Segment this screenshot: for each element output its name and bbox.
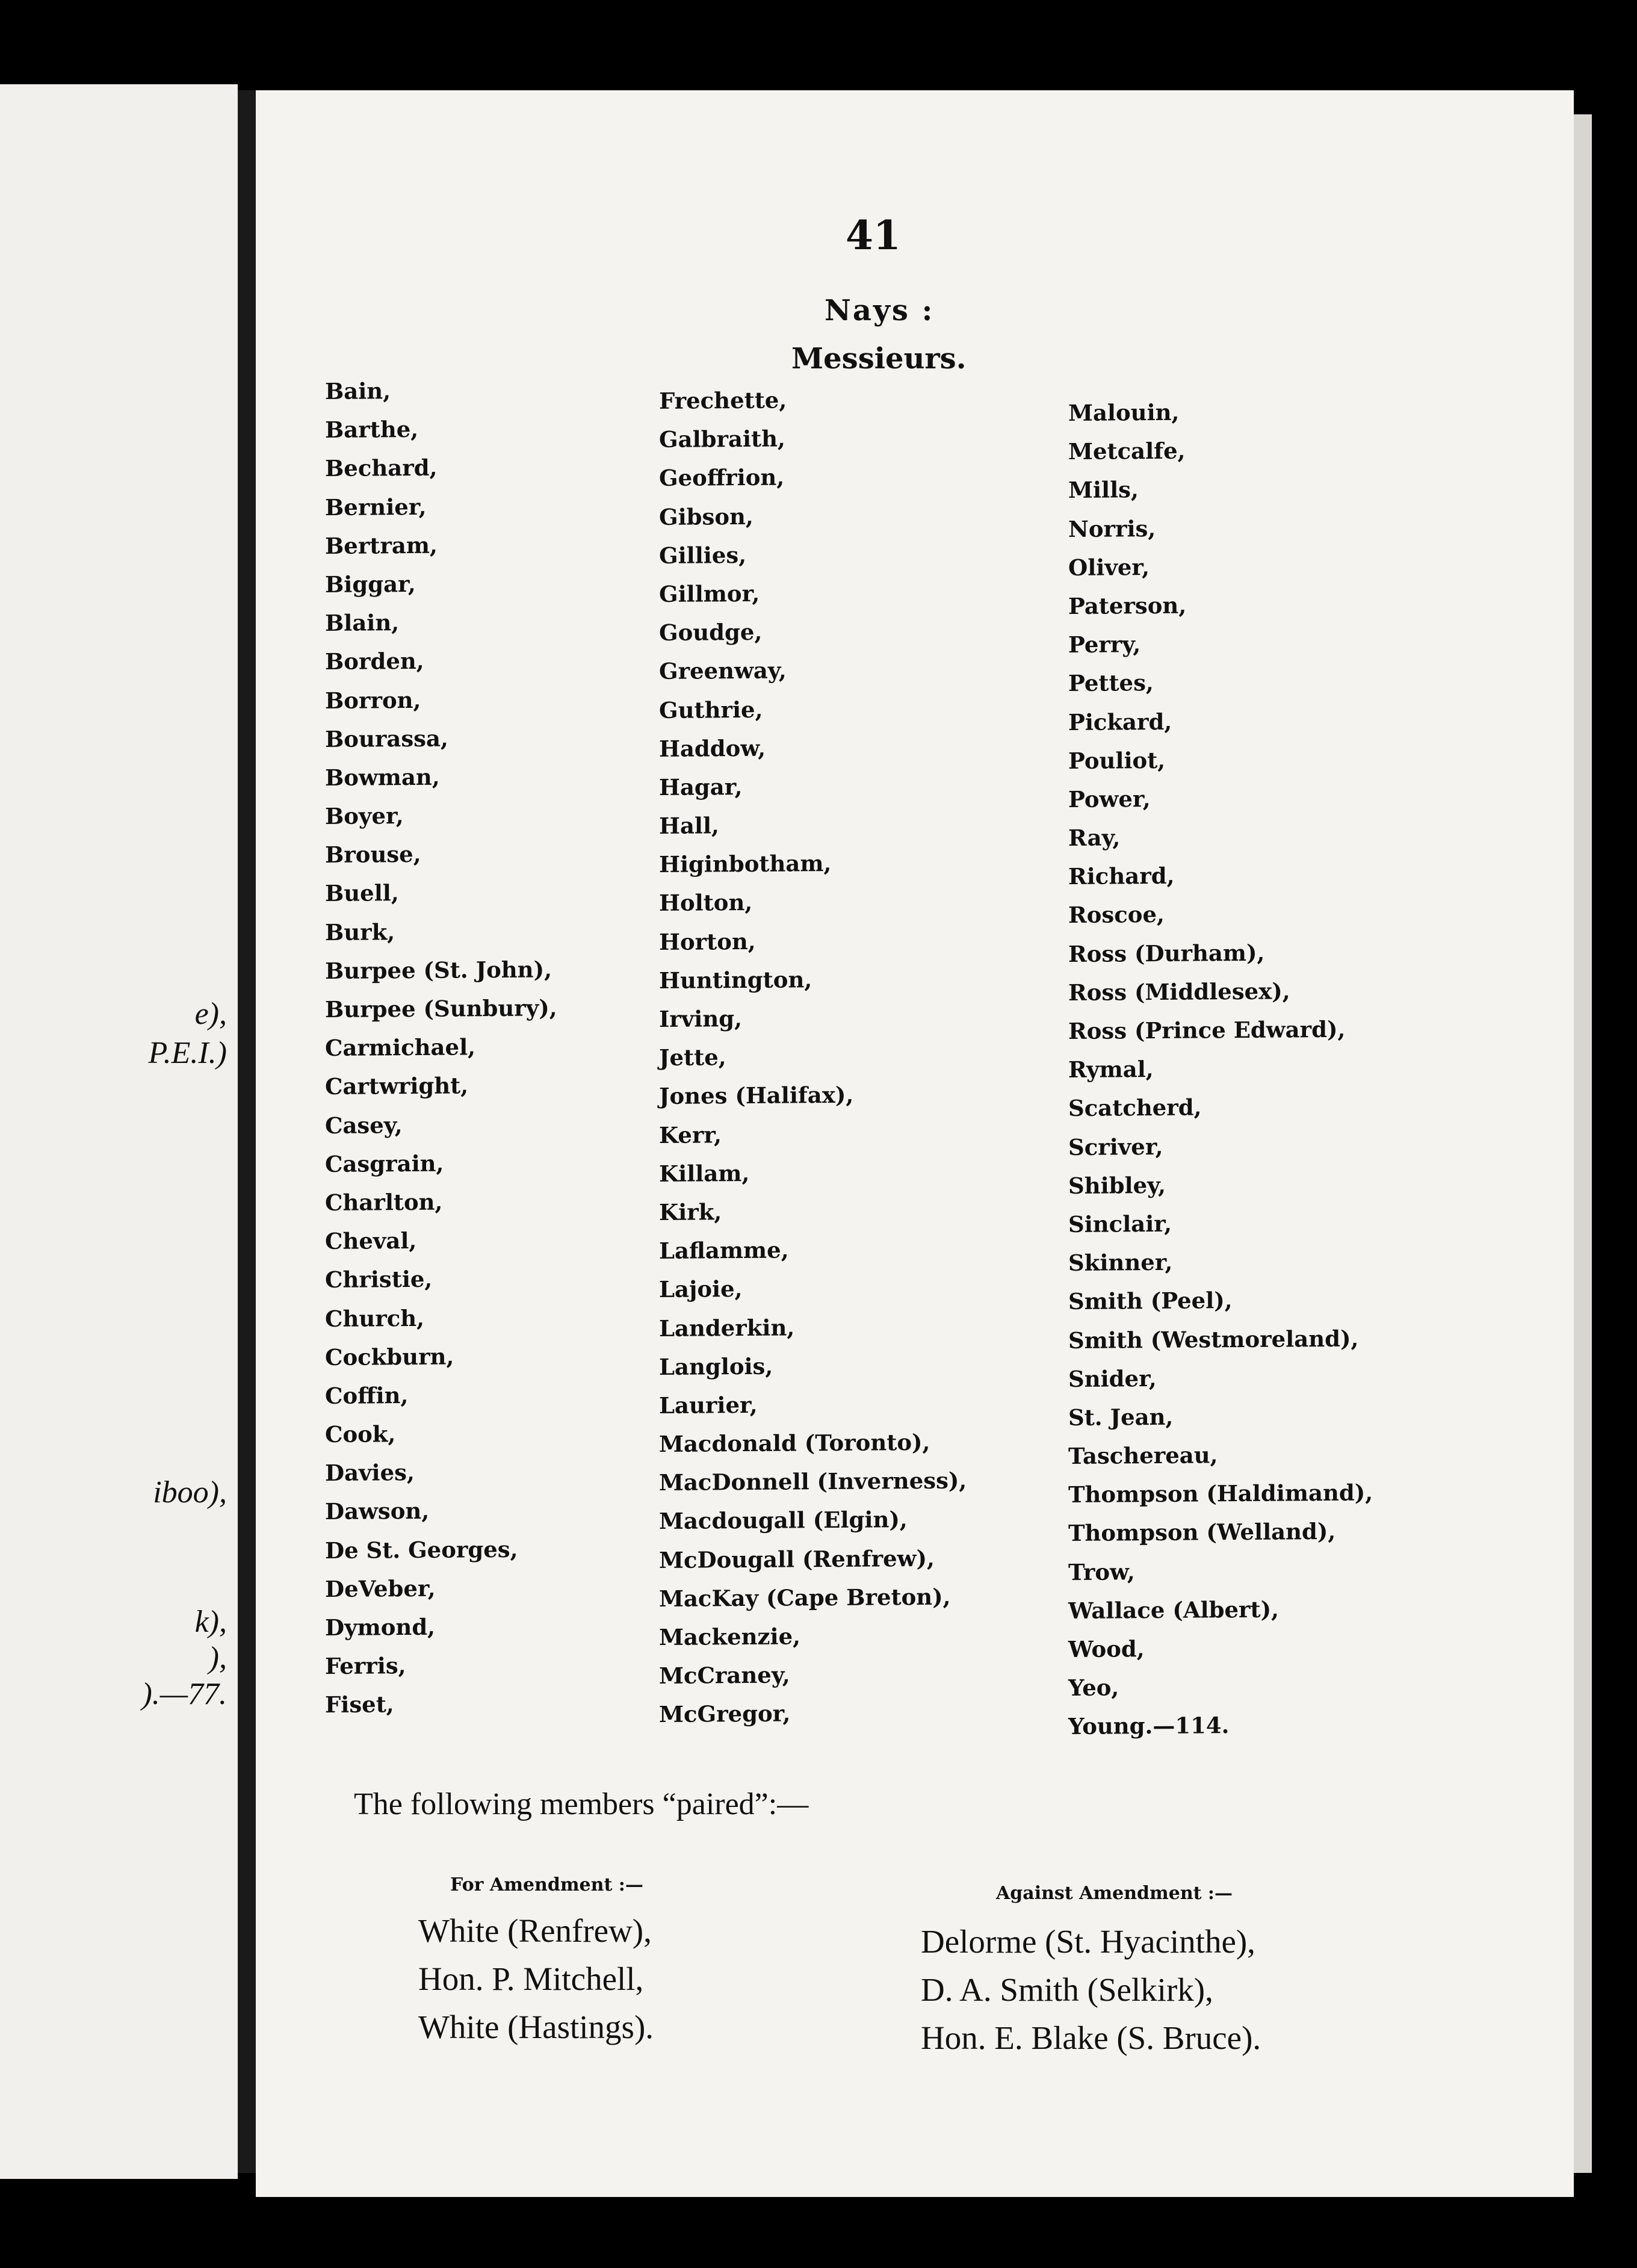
member-name: Rymal, — [1068, 1056, 1154, 1083]
left-fragment: ).—77. — [141, 1677, 227, 1711]
member-name: Delorme (St. Hyacinthe), — [921, 1923, 1255, 1960]
member-name: Blain, — [325, 609, 400, 637]
member-name: Borden, — [325, 648, 424, 675]
member-name: Hall, — [659, 812, 719, 840]
member-name: Young.—114. — [1068, 1712, 1230, 1740]
against-amendment-heading: Against Amendment :— — [996, 1883, 1233, 1904]
member-name: Greenway, — [659, 657, 787, 685]
member-name: Skinner, — [1068, 1248, 1173, 1277]
member-name: Kerr, — [659, 1121, 722, 1148]
member-name: Landerkin, — [659, 1313, 795, 1342]
member-name: MacDonnell (Inverness), — [659, 1467, 967, 1496]
member-name: Christie, — [325, 1266, 433, 1294]
member-name: Frechette, — [659, 386, 787, 414]
member-name: Gibson, — [659, 503, 754, 530]
member-name: Church, — [325, 1304, 425, 1332]
member-name: McGregor, — [659, 1700, 791, 1728]
member-name: Geoffrion, — [659, 463, 785, 492]
member-name: D. A. Smith (Selkirk), — [921, 1971, 1213, 2008]
messieurs-heading: Messieurs. — [791, 342, 967, 376]
member-name: Power, — [1068, 785, 1151, 813]
member-name: White (Hastings). — [418, 2009, 654, 2045]
member-name: Yeo, — [1068, 1674, 1119, 1702]
member-name: Hon. E. Blake (S. Bruce). — [921, 2019, 1261, 2056]
member-name: Mills, — [1068, 476, 1139, 504]
member-name: Scriver, — [1068, 1133, 1163, 1160]
member-name: Laurier, — [659, 1391, 758, 1419]
member-name: Paterson, — [1068, 592, 1187, 619]
paired-heading: The following members “paired”:— — [354, 1787, 809, 1821]
member-name: Bain, — [325, 377, 391, 404]
member-name: Smith (Westmoreland), — [1068, 1325, 1359, 1354]
member-name: Bechard, — [325, 454, 438, 482]
member-name: Jones (Halifax), — [659, 1082, 854, 1110]
member-name: Bertram, — [325, 531, 438, 559]
member-name: Huntington, — [659, 966, 812, 994]
member-name: Metcalfe, — [1068, 437, 1186, 465]
member-name: Hagar, — [659, 773, 743, 801]
member-name: Cockburn, — [325, 1343, 454, 1371]
member-name: Pettes, — [1068, 669, 1154, 697]
member-name: Brouse, — [325, 841, 421, 869]
member-name: Gillmor, — [659, 580, 760, 607]
member-name: Ross (Middlesex), — [1068, 978, 1290, 1006]
member-name: Thompson (Welland), — [1068, 1518, 1336, 1547]
member-name: Langlois, — [659, 1352, 773, 1380]
member-name: Buell, — [325, 879, 399, 907]
member-name: Trow, — [1068, 1558, 1135, 1585]
member-name: Roscoe, — [1068, 901, 1165, 929]
member-name: Fiset, — [325, 1691, 394, 1718]
member-name: Biggar, — [325, 570, 416, 598]
member-name: Galbraith, — [659, 425, 785, 453]
member-name: Higinbotham, — [659, 850, 832, 878]
member-name: MacKay (Cape Breton), — [659, 1583, 951, 1612]
member-name: Horton, — [659, 928, 756, 955]
member-name: McDougall (Renfrew), — [659, 1545, 935, 1573]
nays-column-3 — [1068, 391, 1373, 1746]
member-name: Sinclair, — [1068, 1210, 1172, 1238]
member-name: Hon. P. Mitchell, — [418, 1960, 644, 1997]
member-name: Lajoie, — [659, 1275, 743, 1303]
paired-for-list — [418, 1907, 654, 2051]
member-name: Malouin, — [1068, 398, 1180, 426]
member-name: Burpee (St. John), — [325, 956, 552, 984]
member-name: Pouliot, — [1068, 746, 1166, 774]
nays-column-1 — [325, 370, 557, 1724]
member-name: Holton, — [659, 889, 753, 917]
member-name: Ray, — [1068, 824, 1121, 852]
member-name: Smith (Peel), — [1068, 1287, 1233, 1315]
member-name: Davies, — [325, 1459, 415, 1487]
member-name: Thompson (Haldimand), — [1068, 1479, 1373, 1508]
member-name: Gillies, — [659, 541, 747, 569]
member-name: Scatcherd, — [1068, 1094, 1202, 1122]
member-name: Laflamme, — [659, 1236, 789, 1265]
member-name: Snider, — [1068, 1365, 1157, 1392]
member-name: Haddow, — [659, 734, 766, 762]
member-name: Killam, — [659, 1159, 750, 1187]
member-name: Perry, — [1068, 631, 1141, 658]
member-name: Charlton, — [325, 1188, 443, 1216]
member-name: Ross (Prince Edward), — [1068, 1015, 1346, 1044]
page-edge — [1574, 114, 1592, 2173]
member-name: Kirk, — [659, 1198, 722, 1225]
member-name: Coffin, — [325, 1381, 409, 1409]
left-page-margin — [0, 84, 238, 2179]
left-fragment: ), — [208, 1641, 227, 1675]
member-name: Ferris, — [325, 1652, 406, 1680]
member-name: Borron, — [325, 686, 421, 714]
member-name: Cook, — [325, 1421, 396, 1448]
member-name: Casey, — [325, 1111, 403, 1139]
member-name: Macdougall (Elgin), — [659, 1506, 908, 1535]
left-fragment: iboo), — [153, 1475, 227, 1510]
member-name: White (Renfrew), — [418, 1912, 652, 1949]
for-amendment-heading: For Amendment :— — [450, 1874, 643, 1895]
left-fragment: k), — [194, 1605, 227, 1639]
member-name: Pickard, — [1068, 708, 1172, 736]
member-name: Burpee (Sunbury), — [325, 994, 557, 1023]
member-name: Guthrie, — [659, 696, 763, 723]
member-name: Wood, — [1068, 1635, 1145, 1662]
member-name: St. Jean, — [1068, 1403, 1174, 1431]
member-name: Oliver, — [1068, 553, 1150, 581]
left-fragment: P.E.I.) — [148, 1036, 227, 1070]
page-gutter — [238, 90, 256, 2173]
member-name: Ross (Durham), — [1068, 939, 1265, 967]
member-name: De St. Georges, — [325, 1535, 518, 1564]
member-name: Norris, — [1068, 515, 1156, 542]
member-name: Cheval, — [325, 1227, 417, 1255]
member-name: Bowman, — [325, 763, 440, 791]
member-name: Shibley, — [1068, 1171, 1166, 1199]
member-name: Burk, — [325, 918, 395, 946]
member-name: Jette, — [659, 1044, 726, 1071]
paired-against-list — [921, 1918, 1261, 2062]
member-name: Richard, — [1068, 863, 1175, 890]
member-name: Wallace (Albert), — [1068, 1596, 1280, 1624]
member-name: Carmichael, — [325, 1033, 476, 1062]
member-name: Dymond, — [325, 1613, 436, 1641]
member-name: Boyer, — [325, 802, 404, 830]
member-name: Goudge, — [659, 618, 763, 646]
member-name: Mackenzie, — [659, 1623, 801, 1650]
member-name: Taschereau, — [1068, 1442, 1218, 1470]
page-number: 41 — [846, 212, 901, 259]
member-name: Casgrain, — [325, 1150, 444, 1177]
member-name: DeVeber, — [325, 1575, 436, 1602]
nays-heading: Nays : — [825, 294, 935, 327]
left-fragment: e), — [194, 997, 227, 1031]
member-name: Dawson, — [325, 1498, 430, 1525]
nays-column-2 — [659, 379, 967, 1734]
member-name: Cartwright, — [325, 1072, 469, 1100]
member-name: Barthe, — [325, 416, 419, 444]
member-name: Bourassa, — [325, 725, 448, 752]
member-name: Macdonald (Toronto), — [659, 1428, 930, 1458]
member-name: Bernier, — [325, 493, 427, 521]
member-name: McCraney, — [659, 1661, 790, 1690]
member-name: Irving, — [659, 1005, 743, 1032]
